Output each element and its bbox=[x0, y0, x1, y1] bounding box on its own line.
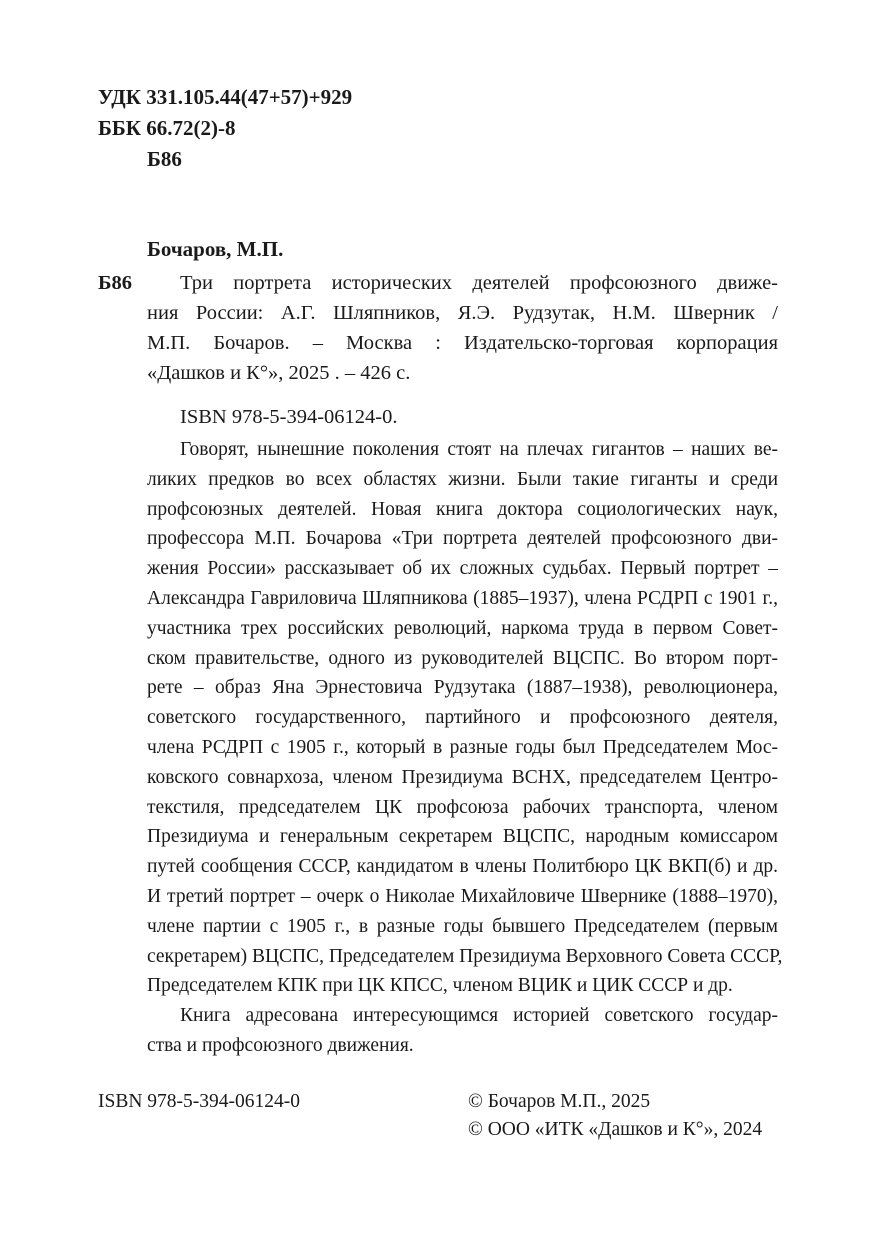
annotation-line: ковского совнархоза, членом Президиума ВСНХ, председателем Центро- bbox=[147, 766, 778, 788]
author-heading: Бочаров, М.П. bbox=[147, 237, 284, 261]
annotation-line: советского государственного, партийного и профсоюзного деятеля, bbox=[147, 707, 778, 729]
annotation-line: Александра Гавриловича Шляпникова (1885–1937), члена РСДРП с 1901 г., bbox=[147, 587, 778, 609]
bibliographic-entry bbox=[98, 268, 778, 388]
annotation-line: члена РСДРП с 1905 г., который в разные годы был Председателем Мос- bbox=[147, 736, 778, 758]
footer-isbn: ISBN 978-5-394-06124-0 bbox=[98, 1091, 301, 1112]
annotation-line: Говорят, нынешние поколения стоят на плечах гигантов – наших ве- bbox=[180, 439, 778, 460]
annotation-line: рете – образ Яна Эрнестовича Рудзутака (1887–1938), революционера, bbox=[147, 677, 778, 699]
annotation-line: ском правительстве, одного из руководителей ВЦСПС. Во втором порт- bbox=[147, 647, 778, 669]
annotation-line: путей сообщения СССР, кандидатом в члены Политбюро ЦК ВКП(б) и др. bbox=[147, 856, 778, 878]
annotation-line: члене партии с 1905 г., в разные годы бывшего Председателем (первым bbox=[147, 915, 778, 937]
entry-line: Три портрета исторических деятелей профсоюзного движе- bbox=[180, 272, 778, 294]
udk-code: УДК 331.105.44(47+57)+929 bbox=[98, 85, 353, 109]
entry-code: Б86 bbox=[98, 272, 133, 294]
audience-line: ства и профсоюзного движения. bbox=[147, 1034, 414, 1056]
annotation bbox=[147, 435, 783, 1061]
annotation-line: профсоюзных деятелей. Новая книга доктора социологических наук, bbox=[147, 498, 778, 520]
annotation-line: профессора М.П. Бочарова «Три портрета деятелей профсоюзного дви- bbox=[147, 528, 778, 550]
annotation-line: ликих предков во всех областях жизни. Были такие гиганты и среди bbox=[147, 468, 778, 490]
annotation-line: секретарем) ВЦСПС, Председателем Президиума Верховного Совета СССР, bbox=[147, 945, 783, 967]
entry-line: М.П. Бочаров. – Москва : Издательско-торговая корпорация bbox=[147, 332, 778, 354]
copyright-publisher: © ООО «ИТК «Дашков и К°», 2024 bbox=[468, 1119, 763, 1140]
annotation-line: текстиля, председателем ЦК профсоюза рабочих транспорта, членом bbox=[147, 796, 778, 818]
audience-line: Книга адресована интересующимся историей советского государ- bbox=[180, 1005, 778, 1027]
copyright-author: © Бочаров М.П., 2025 bbox=[468, 1091, 651, 1112]
bbk-code: ББК 66.72(2)-8 bbox=[98, 116, 236, 140]
annotation-line: Председателем КПК при ЦК КПСС, членом ВЦИК и ЦИК СССР и др. bbox=[147, 975, 733, 997]
entry-line: «Дашков и К°», 2025 . – 426 с. bbox=[147, 362, 411, 384]
entry-isbn: ISBN 978-5-394-06124-0. bbox=[180, 406, 398, 428]
entry-line: ния России: А.Г. Шляпников, Я.Э. Рудзутак, Н.М. Шверник / bbox=[147, 302, 778, 324]
copyright-block bbox=[468, 1088, 762, 1144]
annotation-line: Президиума и генеральным секретарем ВЦСПС, народным комиссаром bbox=[147, 826, 778, 848]
annotation-line: жения России» рассказывает об их сложных судьбах. Первый портрет – bbox=[147, 558, 778, 580]
annotation-line: участника трех российских революций, наркома труда в первом Совет- bbox=[147, 617, 778, 639]
author-mark: Б86 bbox=[147, 147, 182, 171]
classification-block bbox=[98, 82, 352, 175]
annotation-line: И третий портрет – очерк о Николае Михайловиче Швернике (1888–1970), bbox=[147, 885, 778, 907]
